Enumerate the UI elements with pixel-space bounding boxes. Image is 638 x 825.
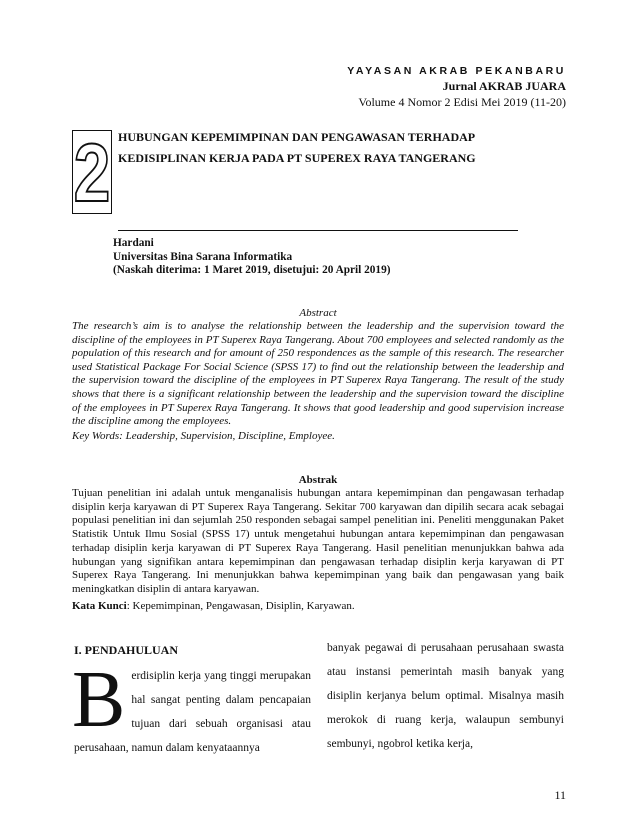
abstract-indonesian (72, 474, 564, 613)
abstract-english (72, 307, 564, 443)
abstrak-body: Tujuan penelitian ini adalah untuk menganalisis hubungan antara kepemimpinan dan pengawasan terhadap disiplin kerja karyawan di PT Superex Raya Tangerang. Sekitar 700 karyawan dan dipilih secara acak sebagai populasi penelitian ini dan sejumlah 250 responden sebagai sampel penelitian ini. Peneliti menggunakan Paket Statistik Untuk Ilmu Sosial (SPSS 17) untuk mengetahui hubungan antara kepemimpinan dan pengawasan terhadap disiplin kerja karyawan di PT Superex Raya Tangerang. Hasil penelitian menunjukkan bahwa ada hubungan yang signifikan antara kepemimpinan dan pengawasan terhadap disiplin kerja karyawan di PT Superex Raya Tangerang. Ini menunjukkan bahwa kepemimpinan yang baik dan pengawasan yang baik meningkatkan disiplin di antara karyawan. (72, 487, 564, 595)
author-name: Hardani (113, 237, 154, 249)
keywords-label: Kata Kunci (72, 599, 127, 612)
abstrak-heading: Abstrak (298, 474, 338, 486)
author-block (113, 237, 391, 278)
article-number-box (72, 125, 112, 219)
drop-cap: B (72, 656, 126, 744)
body-text-left: erdisiplin kerja yang tinggi merupakan hal sangat penting dalam pencapaian tujuan dari sebuah organisasi atau perusahaan, namun dalam kenyataannya (74, 670, 311, 754)
article-number: 2 (73, 125, 111, 219)
section-heading-pendahuluan: I. PENDAHULUAN (74, 643, 179, 657)
keywords-english: Key Words: Leadership, Supervision, Discipline, Employee. (72, 429, 335, 442)
publisher-name: YAYASAN AKRAB PEKANBARU (347, 65, 566, 77)
journal-name: Jurnal AKRAB JUARA (442, 79, 566, 93)
abstract-body: The research’s aim is to analyse the relationship between the leadership and the supervision toward the discipline of the employees in PT Superex Raya Tangerang. About 700 employees and selected randomly as the population of this research and for amount of 250 respondences as the sample of this research. The researcher used Statistical Package For Social Science (SPSS 17) to find out the relationship between the leadership and the supervision toward the discipline of the employees in PT Superex Raya Tangerang. The result of the study shows that there is a significant relationship between the leadership and the supervision toward the discipline of the employees in PT Superex Raya Tangerang. It shows that good leadership and good supervision increase the discipline among the employees. (72, 320, 564, 428)
body-column-left (72, 656, 311, 760)
article-title (118, 127, 558, 169)
page-number: 11 (554, 788, 566, 802)
journal-header (347, 64, 566, 110)
body-text-right: banyak pegawai di perusahaan perusahaan swasta atau instansi pemerintah masih banyak yang disiplin kerjanya belum optimal. Misalnya masih merokok di ruang kerja, walaupun sembunyi sembunyi, ngobrol ketika kerja, (327, 642, 564, 750)
title-line-1: HUBUNGAN KEPEMIMPINAN DAN PENGAWASAN TERHADAP (118, 130, 476, 144)
submission-dates: (Naskah diterima: 1 Maret 2019, disetujui: 20 April 2019) (113, 264, 391, 276)
keywords-indonesian (72, 599, 564, 613)
journal-issue: Volume 4 Nomor 2 Edisi Mei 2019 (11-20) (358, 95, 566, 109)
abstract-heading: Abstract (299, 307, 337, 319)
keywords-list: : Kepemimpinan, Pengawasan, Disiplin, Karyawan. (126, 599, 355, 612)
title-divider (118, 230, 518, 231)
author-affiliation: Universitas Bina Sarana Informatika (113, 250, 293, 263)
title-line-2: KEDISIPLINAN KERJA PADA PT SUPEREX RAYA TANGERANG (118, 151, 476, 165)
